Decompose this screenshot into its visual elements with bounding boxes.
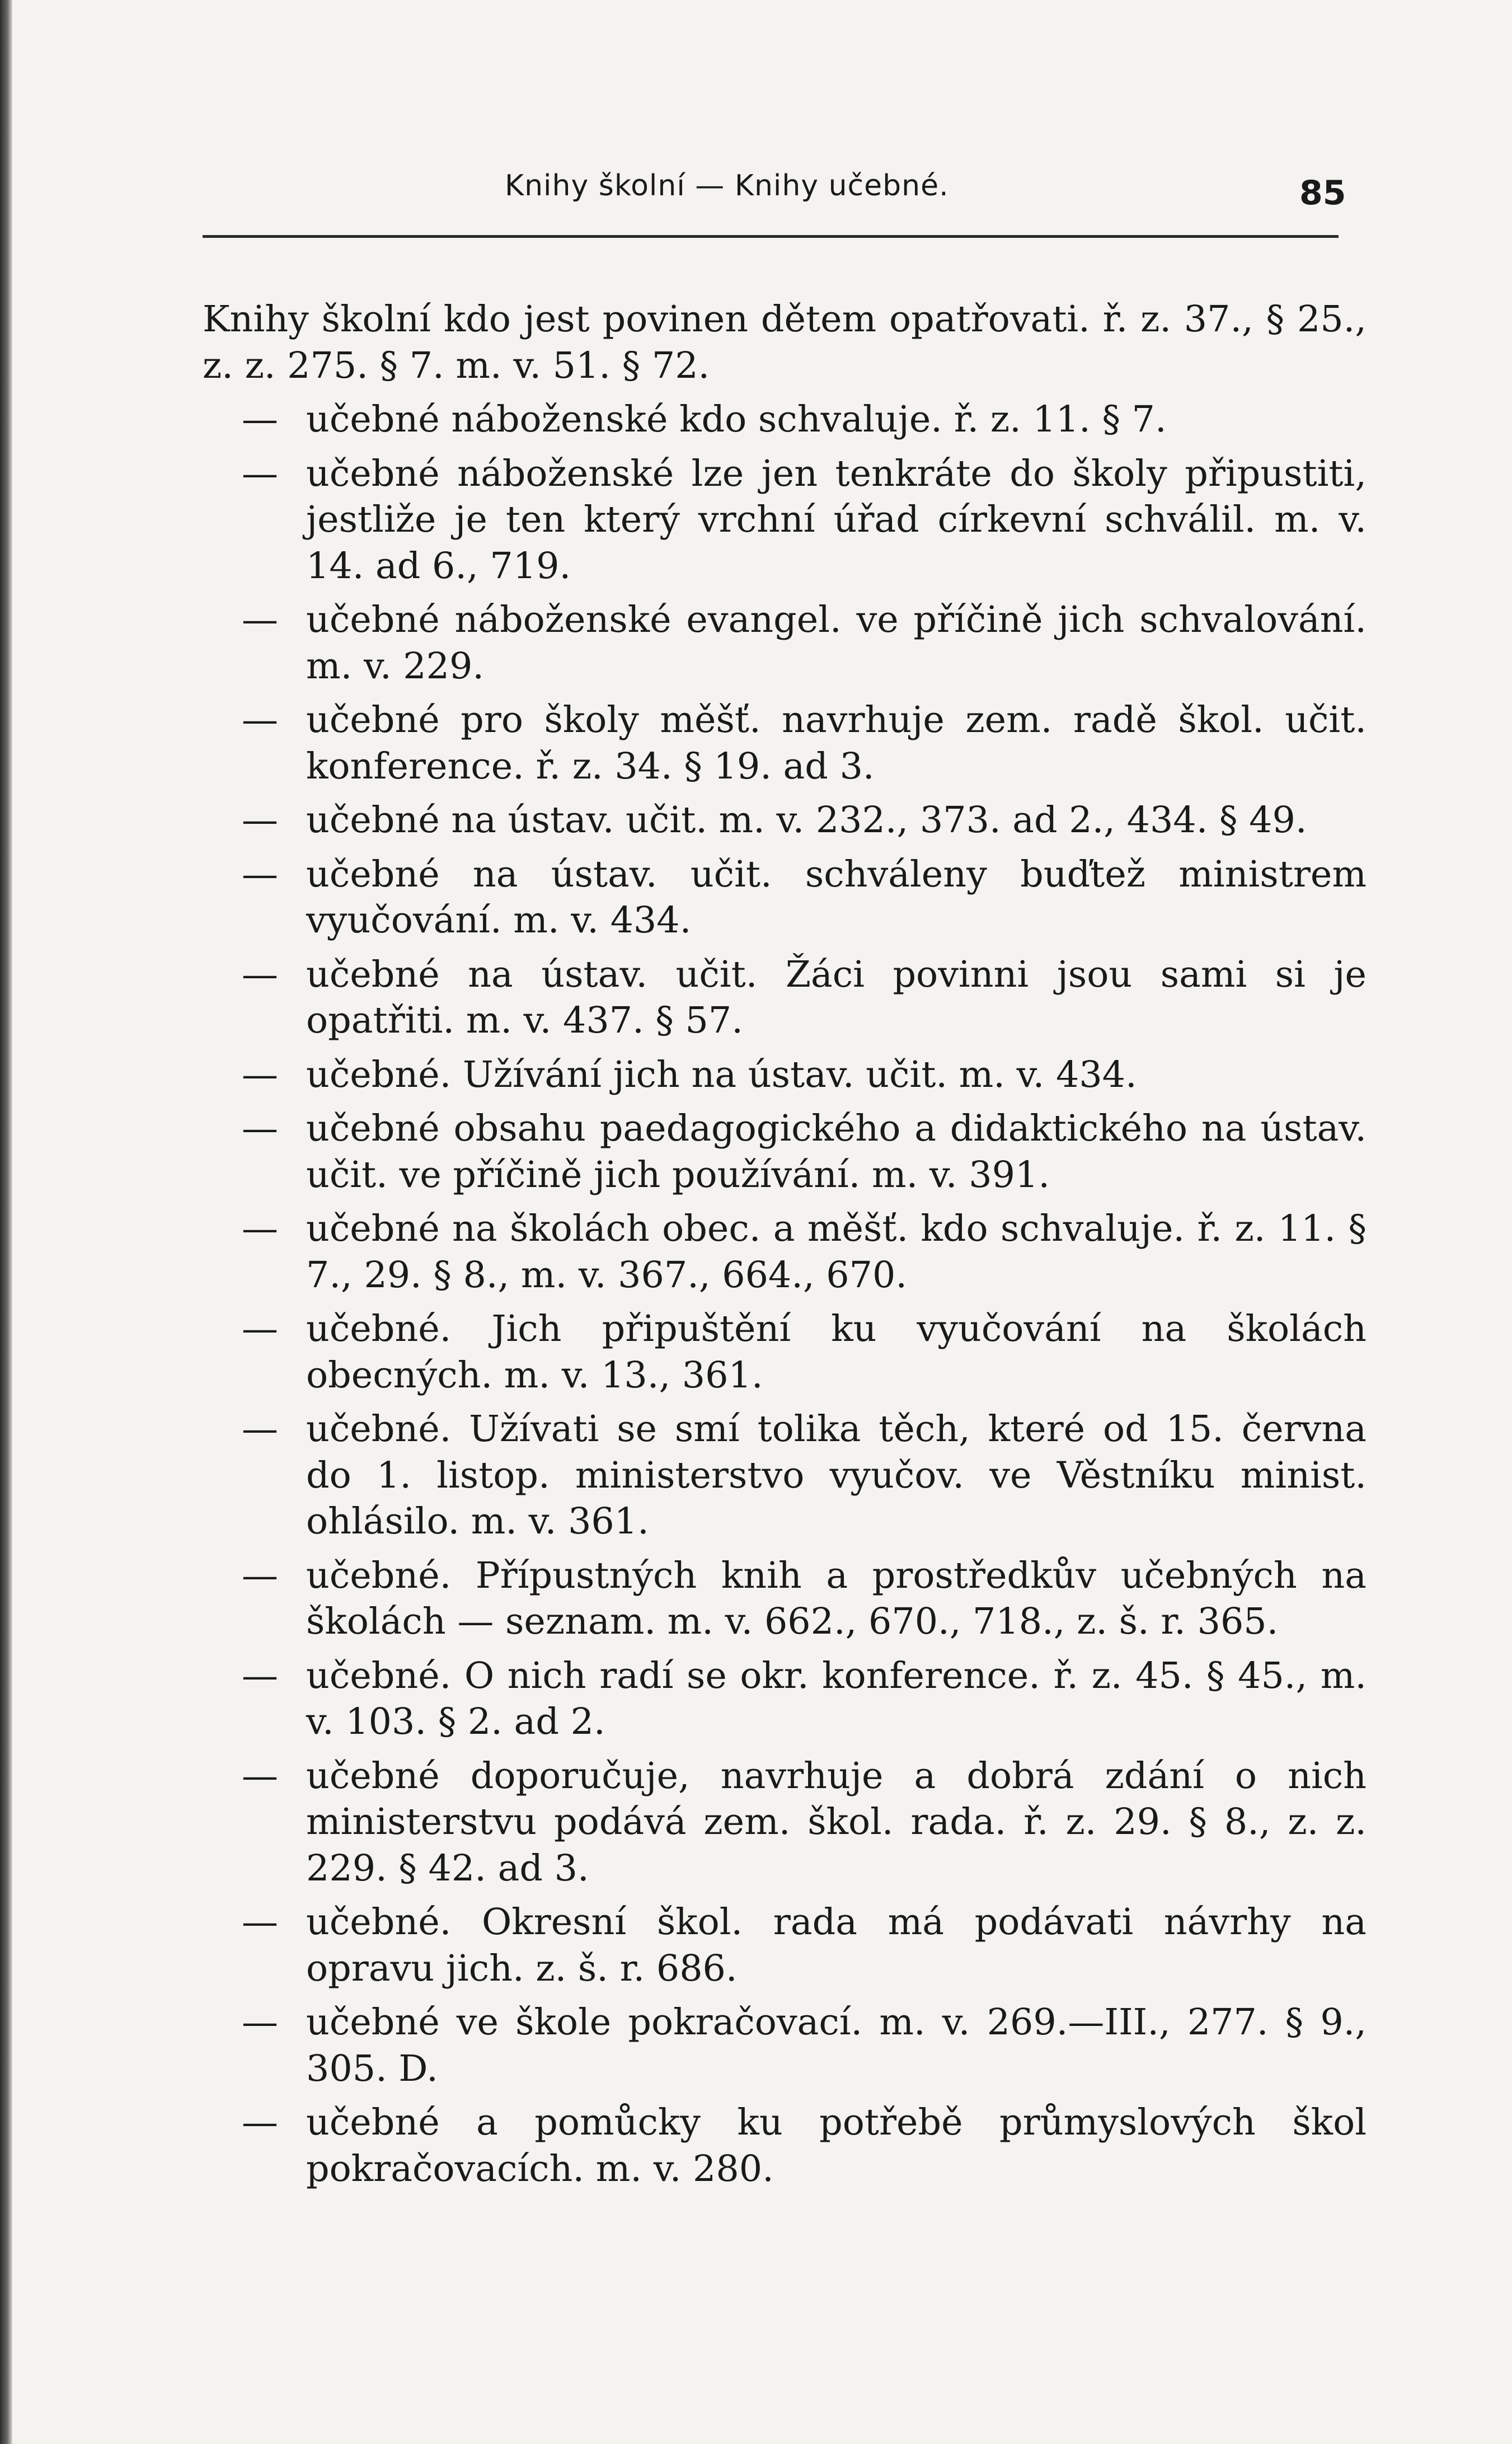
- entry-text: učebné doporučuje, navrhuje a dobrá zdání o nich ministerstvu podává zem. škol. rada. ř. z. 29. § 8., z. z. 229. § 42. ad 3.: [306, 1755, 1367, 1889]
- index-entry: [203, 1052, 1367, 1099]
- entry-text: učebné. Jich připuštění ku vyučování na školách obecných. m. v. 13., 361.: [306, 1308, 1367, 1396]
- index-entry: [203, 852, 1367, 944]
- entry-text: učebné. Okresní škol. rada má podávati návrhy na opravu jich. z. š. r. 686.: [306, 1901, 1367, 1990]
- header-rule: [203, 235, 1339, 238]
- entry-dash: —: [242, 1901, 278, 1943]
- entry-dash: —: [242, 1755, 278, 1797]
- index-entry: [203, 451, 1367, 590]
- entry-dash: —: [242, 452, 278, 495]
- entry-text: Knihy školní kdo jest povinen dětem opatřovati. ř. z. 37., § 25., z. z. 275. § 7. m. v. 51. § 72.: [203, 298, 1367, 387]
- index-entry: [203, 1306, 1367, 1399]
- entry-text: učebné. Užívati se smí tolika těch, které od 15. června do 1. listop. ministerstvo vyučov. ve Věstníku minist. ohlásilo. m. v. 361.: [306, 1408, 1367, 1542]
- index-entry: [203, 1406, 1367, 1545]
- book-page: [12, 0, 1512, 2444]
- entry-text: učebné. O nich radí se okr. konference. ř. z. 45. § 45., m. v. 103. § 2. ad 2.: [306, 1654, 1367, 1743]
- index-entries: [203, 297, 1367, 2200]
- index-entry: [203, 1653, 1367, 1746]
- entry-text: učebné. Užívání jich na ústav. učit. m. v. 434.: [306, 1053, 1137, 1096]
- entry-dash: —: [242, 2001, 278, 2043]
- entry-dash: —: [242, 699, 278, 741]
- entry-text: učebné náboženské evangel. ve příčině jich schvalování. m. v. 229.: [306, 599, 1367, 687]
- entry-dash: —: [242, 799, 278, 841]
- entry-text: učebné na ústav. učit. Žáci povinni jsou sami si je opatřiti. m. v. 437. § 57.: [306, 953, 1367, 1042]
- index-entry: [203, 2000, 1367, 2092]
- index-entry: [203, 1753, 1367, 1892]
- entry-text: učebné a pomůcky ku potřebě průmyslových škol pokračovacích. m. v. 280.: [306, 2101, 1367, 2190]
- entry-dash: —: [242, 398, 278, 440]
- entry-dash: —: [242, 1554, 278, 1597]
- running-title: Knihy školní — Knihy učebné.: [505, 169, 949, 203]
- index-entry: [203, 597, 1367, 689]
- entry-dash: —: [242, 1408, 278, 1450]
- index-entry: [203, 397, 1367, 443]
- entry-dash: —: [242, 853, 278, 895]
- entry-text: učebné. Přípustných knih a prostředkův učebných na školách — seznam. m. v. 662., 670., 718., z. š. r. 365.: [306, 1554, 1367, 1643]
- entry-text: učebné na ústav. učit. schváleny buďtež ministrem vyučování. m. v. 434.: [306, 853, 1367, 941]
- entry-dash: —: [242, 599, 278, 641]
- entry-text: učebné pro školy měšť. navrhuje zem. radě škol. učit. konference. ř. z. 34. § 19. ad 3.: [306, 699, 1367, 787]
- entry-text: učebné ve škole pokračovací. m. v. 269.—III., 277. § 9., 305. D.: [306, 2001, 1367, 2090]
- index-entry: [203, 1106, 1367, 1198]
- entry-text: učebné obsahu paedagogického a didaktického na ústav. učit. ve příčině jich používání. m. v. 391.: [306, 1108, 1367, 1196]
- entry-text: učebné náboženské lze jen tenkráte do školy připustiti, jestliže je ten který vrchní úřad církevní schválil. m. v. 14. ad 6., 719.: [306, 452, 1367, 587]
- index-entry: [203, 2100, 1367, 2192]
- index-entry: [203, 1899, 1367, 1992]
- page-edge-shadow: [0, 0, 12, 2444]
- entry-text: učebné na ústav. učit. m. v. 232., 373. ad 2., 434. § 49.: [306, 799, 1307, 841]
- entry-dash: —: [242, 1308, 278, 1350]
- entry-text: učebné náboženské kdo schvaluje. ř. z. 11. § 7.: [306, 398, 1167, 440]
- index-entry: [203, 1206, 1367, 1298]
- index-entry: [203, 952, 1367, 1044]
- index-entry-main: [203, 297, 1367, 389]
- entry-dash: —: [242, 1208, 278, 1250]
- entry-dash: —: [242, 953, 278, 996]
- index-entry: [203, 1553, 1367, 1645]
- entry-text: učebné na školách obec. a měšť. kdo schvaluje. ř. z. 11. § 7., 29. § 8., m. v. 367., 664., 670.: [306, 1208, 1367, 1296]
- index-entry: [203, 697, 1367, 790]
- page-number: 85: [1299, 173, 1346, 213]
- index-entry: [203, 798, 1367, 844]
- entry-dash: —: [242, 1108, 278, 1150]
- entry-dash: —: [242, 2101, 278, 2143]
- entry-dash: —: [242, 1053, 278, 1096]
- entry-dash: —: [242, 1654, 278, 1697]
